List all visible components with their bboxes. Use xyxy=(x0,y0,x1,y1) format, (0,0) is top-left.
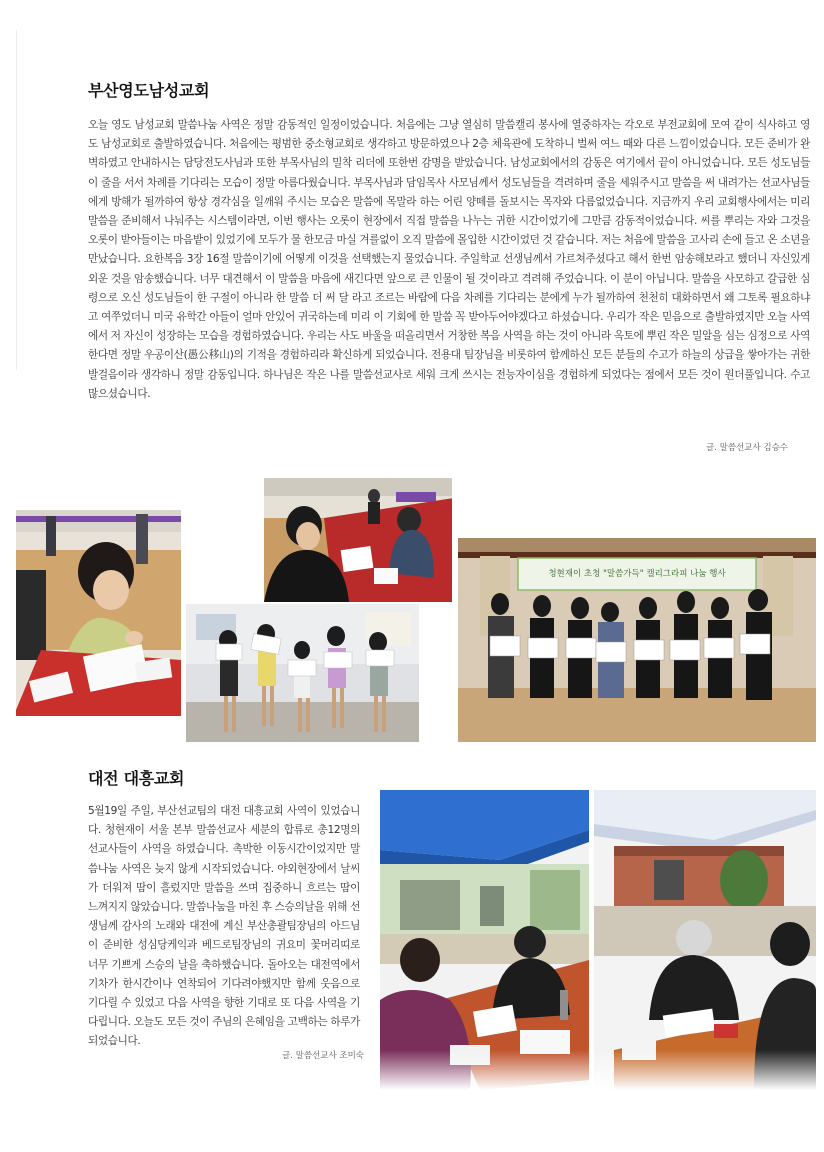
section-title-busan: 부산영도남성교회 xyxy=(88,81,210,100)
photo-outdoor-tent-left xyxy=(380,790,589,1090)
article-body-daejeon: 5월19일 주일, 부산선교팀의 대전 대흥교회 사역이 있었습니다. 청현재이 서울 본부 말씀선교사 세분의 합류로 총12명의 선교사들이 사역을 하였습니다. 촉박한 이동시간이었지만 말씀나눔 사역은 늦지 않게 시작되었습니다. 야외현장에서 날씨가 더워져 땀이 흘렀지만 말씀을 쓰며 집중하니 흐르는 땀이 느껴지지 않았습니다. 말씀나눔을 마친 후 스승의날을 위해 선생님께 감사의 노래와 대전에 계신 부산총괄팀장님의 아드님이 준비한 성심당케익과 베드로팀장님의 귀요미 꽃머리띠로 너무 기쁘게 스승의 날을 축하했습니다. 돌아오는 대전역에서 기차가 한시간이나 연착되어 기다려야했지만 함께 웃음으로 기다릴 수 있었고 다음 사역을 향한 기대로 또 다음 사역을 기다립니다. 오늘도 모든 것이 주님의 은혜임을 고백하는 하루가 되었습니다. xyxy=(88,805,360,1048)
photo-calligraphy-table xyxy=(264,478,452,602)
section-title-daejeon: 대전 대흥교회 xyxy=(88,769,185,788)
signature-busan: 글. 말씀선교사 김승수 xyxy=(706,443,789,453)
photo-children-group xyxy=(186,604,419,742)
page-margin-rule xyxy=(16,30,17,370)
photo-girl-writing xyxy=(16,510,181,716)
banner-text: 청현재이 초청 "말씀가득" 캘리그라피 나눔 행사 xyxy=(548,569,726,579)
photo-outdoor-tent-right xyxy=(594,790,816,1090)
photo-group-banner xyxy=(458,538,816,742)
article-body-busan: 오늘 영도 남성교회 말씀나눔 사역은 정말 감동적인 일정이었습니다. 처음에는 그냥 열심히 말씀캘리 봉사에 열중하자는 각오로 부전교회에 모여 같이 식사하고 영도 남성교회로 출발하였습니다. 처음에는 평범한 중소형교회로 생각하고 방문하였으나 2층 체육관에 도착하니 벌써 여느 때와 다른 느낌이었습니다. 모든 준비가 완벽하였고 안내하시는 담당전도사님과 또한 부목사님의 밀착 리더에 또한번 감명을 받았습니다. 남성교회에서의 감동은 여기에서 끝이 아니었습니다. 모든 성도님들이 줄을 서서 차례를 기다리는 모습이 정말 아름다웠습니다. 부목사님과 담임목사 사모님께서 성도님들을 격려하며 줄을 세워주시고 말씀을 써 내려가는 선교사님들에게 방해가 될까하여 항상 경각심을 일깨워 주시는 모습은 말씀에 목말라 하는 어린 양떼를 돌보시는 목자와 다름없었습니다. 지금까지 우리 교회행사에서는 미리 말씀을 준비해서 나눠주는 시스템이라면, 이번 행사는 오롯이 현장에서 직접 말씀을 나누는 귀한 시간이었기에 그만큼 감동적이었습니다. 씨를 뿌리는 자와 그것을 오롯이 받아들이는 마음밭이 있었기에 모두가 물 한모금 마실 겨를없이 오직 말씀에 몰입한 시간이었던 것 같습니다. 저는 처음에 말씀을 고사리 손에 들고 온 소년을 만났습니다. 요한복음 3장 16절 말씀이기에 어떻게 이것을 선택했는지 물었습니다. 주일학교 선생님께서 가르쳐주셨다고 해서 한번 암송해보라고 했더니 자신있게 외운 것을 암송했습니다. 너무 대견해서 이 말씀을 마음에 새긴다면 앞으로 큰 인물이 될 것이라고 격려해 주었습니다. 이 분이 아닙니다. 말씀을 사모하고 갈급한 심령으로 오신 성도님들이 한 구절이 아니라 한 말씀 더 써 달 라고 조르는 바람에 다음 차례를 기다리는 분에게 누가 될까하여 천천히 대화하면서 왜 그토록 필요하냐고 여쭈었더니 미국 유학간 아들이 얼마 안있어 귀국하는데 미리 이 기회에 한 말씀 꼭 받아두어야겠다고 하셨습니다. 우리가 작은 믿음으로 출발하였지만 오늘 사역에서 저 자신이 성장하는 모습을 경험하였습니다. 우리는 사도 바울을 떠올리면서 거창한 복음 사역을 하는 것이 아니라 옥토에 뿌린 작은 밀알을 심는 심정으로 사역한다면 정말 우공이산(愚公移山)의 기적을 경험하리라 확신하게 되었습니다. 전용대 팀장님을 비롯하여 함께하신 모든 분들의 수고가 하늘의 상급을 쌓아가는 귀한 발걸음이라 생각하니 정말 감동입니다. 하나님은 작은 나를 말씀선교사로 세워 크게 쓰시는 전능자이심을 경험하게 되었다는 점에서 모든 것이 원더풀입니다. 수고 많으셨습니다. xyxy=(88,119,810,400)
signature-daejeon: 글. 말씀선교사 조미숙 xyxy=(282,1051,365,1061)
